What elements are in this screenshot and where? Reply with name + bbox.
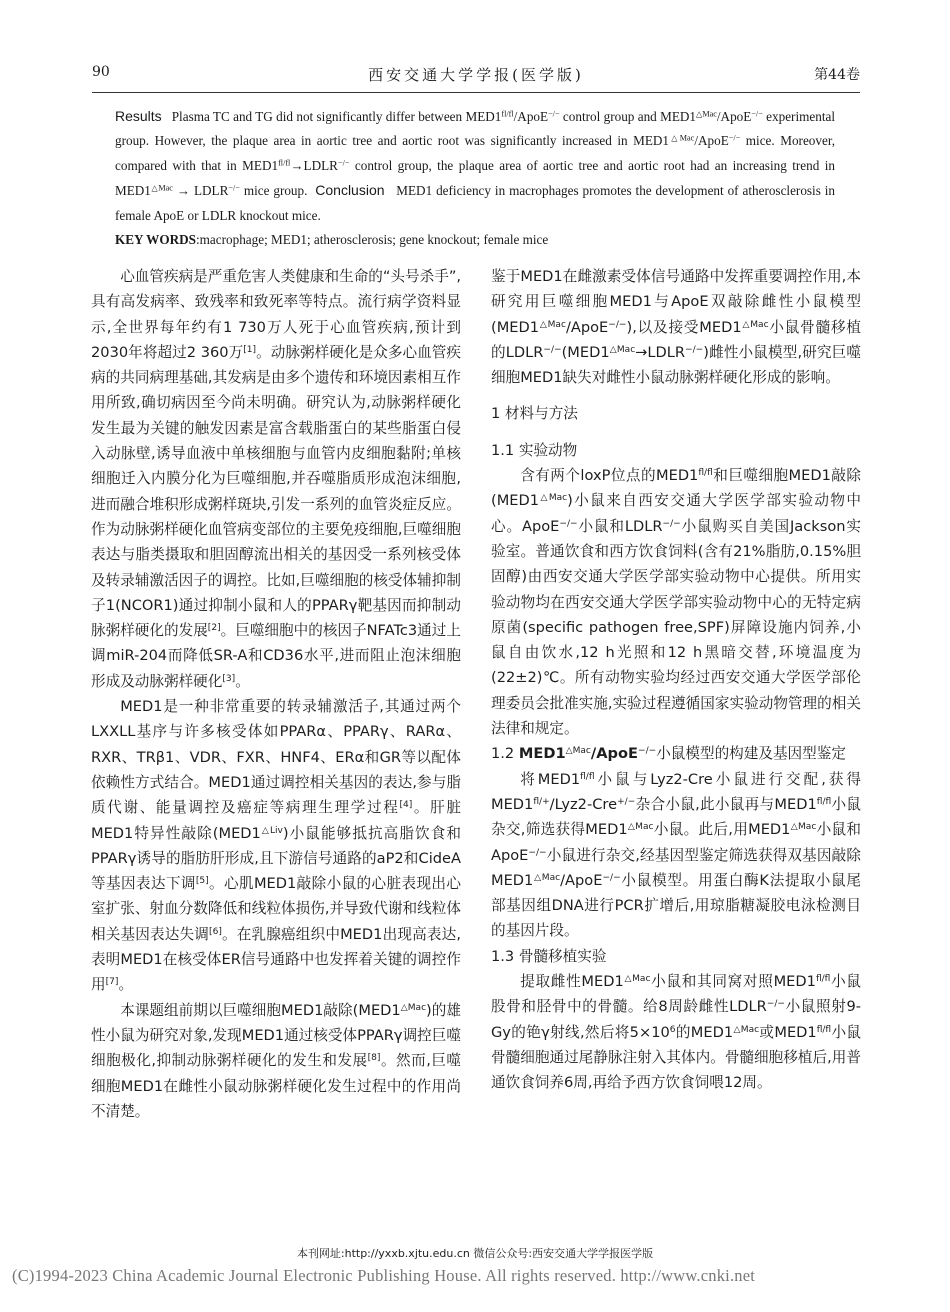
subsection-heading-model: 1.2 $MED1^{\triangle Mac}/ApoE^{-/-}$小鼠模型的构建及基因型鉴定: [491, 745, 846, 763]
citation: [8]: [367, 1053, 381, 1064]
header-divider: [92, 92, 860, 93]
intro-paragraph-2: MED1是一种非常重要的转录辅激活子,其通过两个LXXLL基序与许多核受体如PPARα、PPARγ、RARα、RXR、TRβ1、VDR、FXR、HNF4、ERα和GR等以配体依赖性方式结合。MED1通过调控相关基因的表达,参与脂质代谢、能量调控及癌症等病理生理学过程[4]。肝脏MED1特异性敲除$(MED1^{\triangle Liv})$小鼠能够抵抗高脂饮食和PPARγ诱导的脂肪肝形成,且下游信号通路的aP2和CideA等基因表达下调[5]。心肌MED1敲除小鼠的心脏表现出心室扩张、射血分数降低和线粒体损伤,并导致代谢和线粒体相关基因表达失调[6]。在乳腺癌组织中MED1出现高表达,表明MED1在核受体ER信号通路中也发挥着关键的调控作用[7]。: [91, 698, 461, 994]
intro-paragraph-1: 心血管疾病是严重危害人类健康和生命的“头号杀手”,具有高发病率、致残率和致死率等特点。流行病学资料显示,全世界每年约有1 730万人死于心血管疾病,预计到2030年将超过2 360万[1]。动脉粥样硬化是众多心血管疾病的共同病理基础,其发病是由多个遗传和环境因素相互作用所致,确切病因至今尚未明确。研究认为,动脉粥样硬化发生最为关键的触发因素是富含载脂蛋白的某些脂蛋白侵入动脉壁,诱导血液中单核细胞与血管内皮细胞黏附;单核细胞迁入内膜分化为巨噬细胞,并吞噬脂质形成泡沫细胞,进而融合堆积形成粥样斑块,引发一系列的血管炎症反应。作为动脉粥样硬化血管病变部位的主要免疫细胞,巨噬细胞表达与脂类摄取和胆固醇流出相关的基因受一系列核受体及转录辅激活因子的调控。比如,巨噬细胞的核受体辅抑制子1(NCOR1)通过抑制小鼠和人的PPARγ靶基因而抑制动脉粥样硬化的发展[2]。巨噬细胞中的核因子NFATc3通过上调miR-204而降低SR-A和CD36水平,进而阻止泡沫细胞形成及动脉粥样硬化[3]。: [91, 268, 462, 690]
keywords-label: KEY WORDS: [115, 232, 196, 248]
conclusion-text: MED1 deficiency in macrophages promotes the development of atherosclerosis in female ApoE or LDLR knockout mice.: [115, 183, 836, 223]
subsection-heading-animals: 1.1 实验动物: [491, 441, 578, 459]
results-text: Plasma TC and TG did not significantly differ between $MED1^{fl/fl}/ApoE^{-/-}$ control group and $MED1^{\triangle Mac}/ApoE^{-/-}$ experimental group. However, the plaque area in aortic tree and aortic root was significantly increased in $MED1^{\triangle Mac}/ApoE^{-/-}$ mice. Moreover, compared with that in $MED1^{fl/fl}\to LDLR^{-/-}$ control group, the plaque area of aortic tree and aortic root had an increasing trend in $MED1^{\triangle Mac}$ → LDLR−/− mice group.: [115, 109, 836, 199]
animals-paragraph: 含有两个loxP位点的$MED1^{fl/fl}$和巨噬细胞MED1敲除$(MED1^{\triangle Mac})$小鼠来自西安交通大学医学部实验动物中心。ApoE−/−小鼠和LDLR−/−小鼠购买自美国Jackson实验室。普通饮食和西方饮食饲料(含有21%脂肪,0.15%胆固醇)由西安交通大学医学部实验动物中心提供。所用实验动物均在西安交通大学医学部实验动物中心的无特定病原菌(specific pathogen free,SPF)屏障设施内饲养,小鼠自由饮水,12 h光照和12 h黑暗交替,环境温度为(22±2)℃。所有动物实验均经过西安交通大学医学部伦理委员会批准实施,实验过程遵循国家实验动物管理的相关法律和规定。: [491, 467, 862, 738]
english-abstract: [115, 104, 835, 252]
citation: [1]: [243, 344, 257, 355]
bmt-paragraph: 提取雌性$MED1^{\triangle Mac}$小鼠和其同窝对照$MED1^{fl/fl}$小鼠股骨和胫骨中的骨髓。给8周龄雌性LDLR−/−小鼠照射9-Gy的铯γ射线,然后将$5\times 10^6$的$MED1^{\triangle Mac}$或$MED1^{fl/fl}$小鼠骨髓细胞通过尾静脉注射入其体内。骨髓细胞移植后,用普通饮食饲养6周,再给予西方饮食饲喂12周。: [491, 973, 861, 1092]
keywords-line: [115, 228, 835, 252]
intro-paragraph-3: 本课题组前期以巨噬细胞MED1敲除$(MED1^{\triangle Mac})$的雄性小鼠为研究对象,发现MED1通过核受体PPARγ调控巨噬细胞极化,抑制动脉粥样硬化的发生和发展[8]。然而,巨噬细胞MED1在雌性小鼠动脉粥样硬化发生过程中的作用尚不清楚。: [91, 1001, 462, 1120]
keywords-text: :macrophage; MED1; atherosclerosis; gene knockout; female mice: [195, 232, 549, 248]
citation: [4]: [399, 800, 413, 811]
right-column: [491, 264, 861, 1096]
citation: [6]: [209, 926, 222, 937]
journal-title: 西安交通大学学报(医学版): [368, 66, 584, 84]
citation: [7]: [105, 977, 119, 988]
left-column: [91, 264, 461, 1124]
page-number: 90: [92, 64, 110, 80]
section-heading-methods: 1 材料与方法: [491, 405, 578, 423]
citation: [2]: [207, 623, 221, 634]
page-footer: 本刊网址:http://yxxb.xjtu.edu.cn 微信公众号:西安交通大学学报医学版: [296, 1247, 654, 1260]
cnki-watermark: (C)1994-2023 China Academic Journal Electronic Publishing House. All rights reserved. http://www.cnki.net: [12, 1266, 756, 1285]
conclusion-label: Conclusion: [315, 182, 385, 199]
model-paragraph: 将$MED1^{fl/fl}$小鼠与Lyz2-Cre小鼠进行交配,获得$MED1^{fl/+}/Lyz2-Cre^{+/-}$杂合小鼠,此小鼠再与$MED1^{fl/fl}$小鼠杂交,筛选获得$MED1^{\triangle Mac}$小鼠。此后,用$MED1^{\triangle Mac}$小鼠和ApoE−/−小鼠进行杂交,经基因型鉴定筛选获得双基因敲除$MED1^{\triangle Mac}/ApoE^{-/-}$小鼠模型。用蛋白酶K法提取小鼠尾部基因组DNA进行PCR扩增后,用琼脂糖凝胶电泳检测目的基因片段。: [491, 770, 862, 940]
citation: [5]: [195, 876, 209, 887]
volume-label: 第44卷: [814, 67, 860, 83]
intro-paragraph-4: 鉴于MED1在雌激素受体信号通路中发挥重要调控作用,本研究用巨噬细胞MED1与ApoE双敲除雌性小鼠模型$(MED1^{\triangle Mac}/ApoE^{-/-})$,以及接受$MED1^{\triangle Mac}$小鼠骨髓移植的$LDLR^{-/-}(MED1^{\triangle Mac}\to LDLR^{-/-})$雌性小鼠模型,研究巨噬细胞MED1缺失对雌性小鼠动脉粥样硬化形成的影响。: [491, 268, 862, 387]
results-label: Results: [115, 108, 162, 124]
results-paragraph: [115, 104, 835, 228]
citation: [3]: [222, 673, 236, 684]
subsection-heading-bmt: 1.3 骨髓移植实验: [491, 947, 607, 965]
running-header: [92, 64, 860, 90]
